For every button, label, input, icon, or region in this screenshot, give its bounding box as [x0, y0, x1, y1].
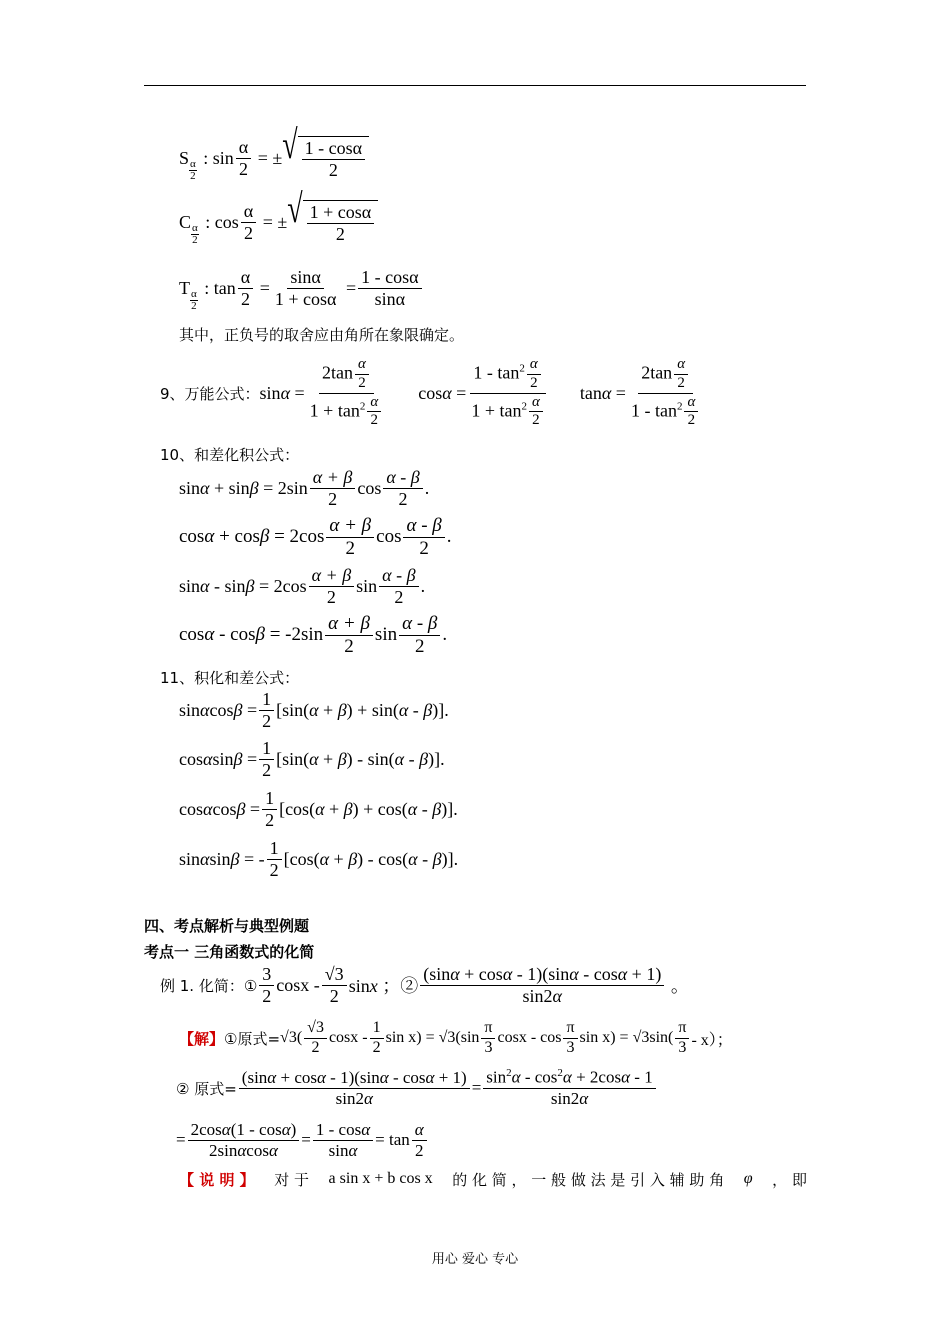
section-4-heading: 四、考点解析与典型例题 [144, 916, 310, 935]
product-to-sum-2: cosαsinβ = $\frac{1}{2}$ [sin(α + β) - sin(α - β)]. [179, 737, 445, 780]
sum-to-product-3: sinα - sinβ = 2cos $\frac{\alpha + \beta}{2}$ sin $\frac{\alpha - \beta}{2}$ . [179, 564, 426, 607]
note-line [179, 1166, 807, 1192]
section-10-label: 10、和差化积公式： [160, 445, 300, 464]
universal-formula: 9、万能公式： sinα = 2tan $\frac{\alpha}{2}$ $1 + \tan^2$ $\frac{\alpha}{2}$ cosα = $1 - \tan^2$ $\frac{\alpha}{2}$ $1 + \tan^2$ $\frac{\alpha}{2}$ tanα = 2tan $\frac{\alpha}{2}$ $1 - \tan^2$ $\frac{\alpha}{2}$ [160, 350, 705, 436]
sum-to-product-2: cosα + cosβ = 2cos $\frac{\alpha + \beta}{2}$ cos $\frac{\alpha - \beta}{2}$ . [179, 514, 452, 559]
example-1: 例 1. 化简：① $\frac{3}{2}$ cosx - $\frac{√3}{2}$ sinx ；② $\frac{(\sin\alpha + \cos\alpha - 1)(\sin\alpha - \cos\alpha + 1)}{\sin 2\alpha}$ 。 [160, 963, 689, 1006]
section-9-label: 9、万能公式： [160, 384, 260, 403]
half-angle-tangent-formula: T $\frac{\alpha}{2}$ : tan $\frac{\alpha}{2}$ = $\frac{\sin\alpha}{1 + \cos\alpha}$ = $\frac{1 - \cos\alpha}{\sin\alpha}$ [179, 258, 424, 318]
example-1-label: 例 1. 化简：① [160, 976, 258, 995]
note-phi: φ [743, 1170, 753, 1187]
note-formula: a sin x + b cos x [328, 1170, 433, 1187]
header-rule [144, 85, 806, 86]
product-to-sum-3: cosαcosβ = $\frac{1}{2}$ [cos(α + β) + cos(α - β)]. [179, 787, 458, 830]
sign-note: 其中，正负号的取舍应由角所在象限确定。 [179, 325, 465, 344]
half-angle-sine-formula: S $\frac{\alpha}{2}$ : sin $\frac{\alpha}{2}$ = ± √ $\frac{1 - \cos\alpha}{2}$ [179, 128, 369, 188]
product-to-sum-4: sinαsinβ = - $\frac{1}{2}$ [cos(α + β) - cos(α - β)]. [179, 837, 459, 880]
solution-part-2: ② 原式= $\frac{(\sin\alpha + \cos\alpha - 1)(\sin\alpha - \cos\alpha + 1)}{\sin 2\alpha}$ = $\frac{\sin^2\alpha - \cos^2\alpha + 2\cos\alpha - 1}{\sin 2\alpha}$ [176, 1064, 658, 1112]
sum-to-product-4: cosα - cosβ = -2sin $\frac{\alpha + \beta}{2}$ sin $\frac{\alpha - \beta}{2}$ . [179, 612, 448, 657]
note-text-1: 对 于 [274, 1170, 309, 1189]
solution-part-1: 【解】 ①原式= √3( $\frac{√3}{2}$ cosx - $\frac{1}{2}$ sin x) = √3(sin $\frac{\pi}{3}$ cosx - cos $\frac{\pi}{3}$ sin x) = √3sin( $\frac{\pi}{3}$ - x）； [179, 1018, 733, 1056]
note-text-2: 的 化 简 ， 一 般 做 法 是 引 入 辅 助 角 [452, 1170, 725, 1189]
solution-part-3: = $\frac{2\cos\alpha(1 - \cos\alpha)}{2\sin\alpha\cos\alpha}$ = $\frac{1 - \cos\alpha}{\sin\alpha}$ = tan $\frac{\alpha}{2}$ [176, 1115, 429, 1165]
note-label: 【 说 明 】 [179, 1170, 255, 1189]
product-to-sum-1: sinαcosβ = $\frac{1}{2}$ [sin(α + β) + sin(α - β)]. [179, 688, 449, 731]
solution-original-2: ② 原式= [176, 1079, 237, 1098]
topic-1-heading: 考点一 三角函数式的化简 [144, 942, 315, 961]
note-text-3: ， 即 [772, 1170, 807, 1189]
solution-original-1: ①原式= [224, 1029, 281, 1048]
solution-label: 【解】 [179, 1029, 225, 1048]
sum-to-product-1: sinα + sinβ = 2sin $\frac{\alpha + \beta}{2}$ cos $\frac{\alpha - \beta}{2}$ . [179, 466, 430, 509]
half-angle-cosine-formula: C $\frac{\alpha}{2}$ : cos $\frac{\alpha}{2}$ = ± √ $\frac{1 + \cos\alpha}{2}$ [179, 192, 378, 252]
section-11-label: 11、积化和差公式： [160, 668, 300, 687]
page-footer: 用心 爱心 专心 [431, 1252, 519, 1267]
